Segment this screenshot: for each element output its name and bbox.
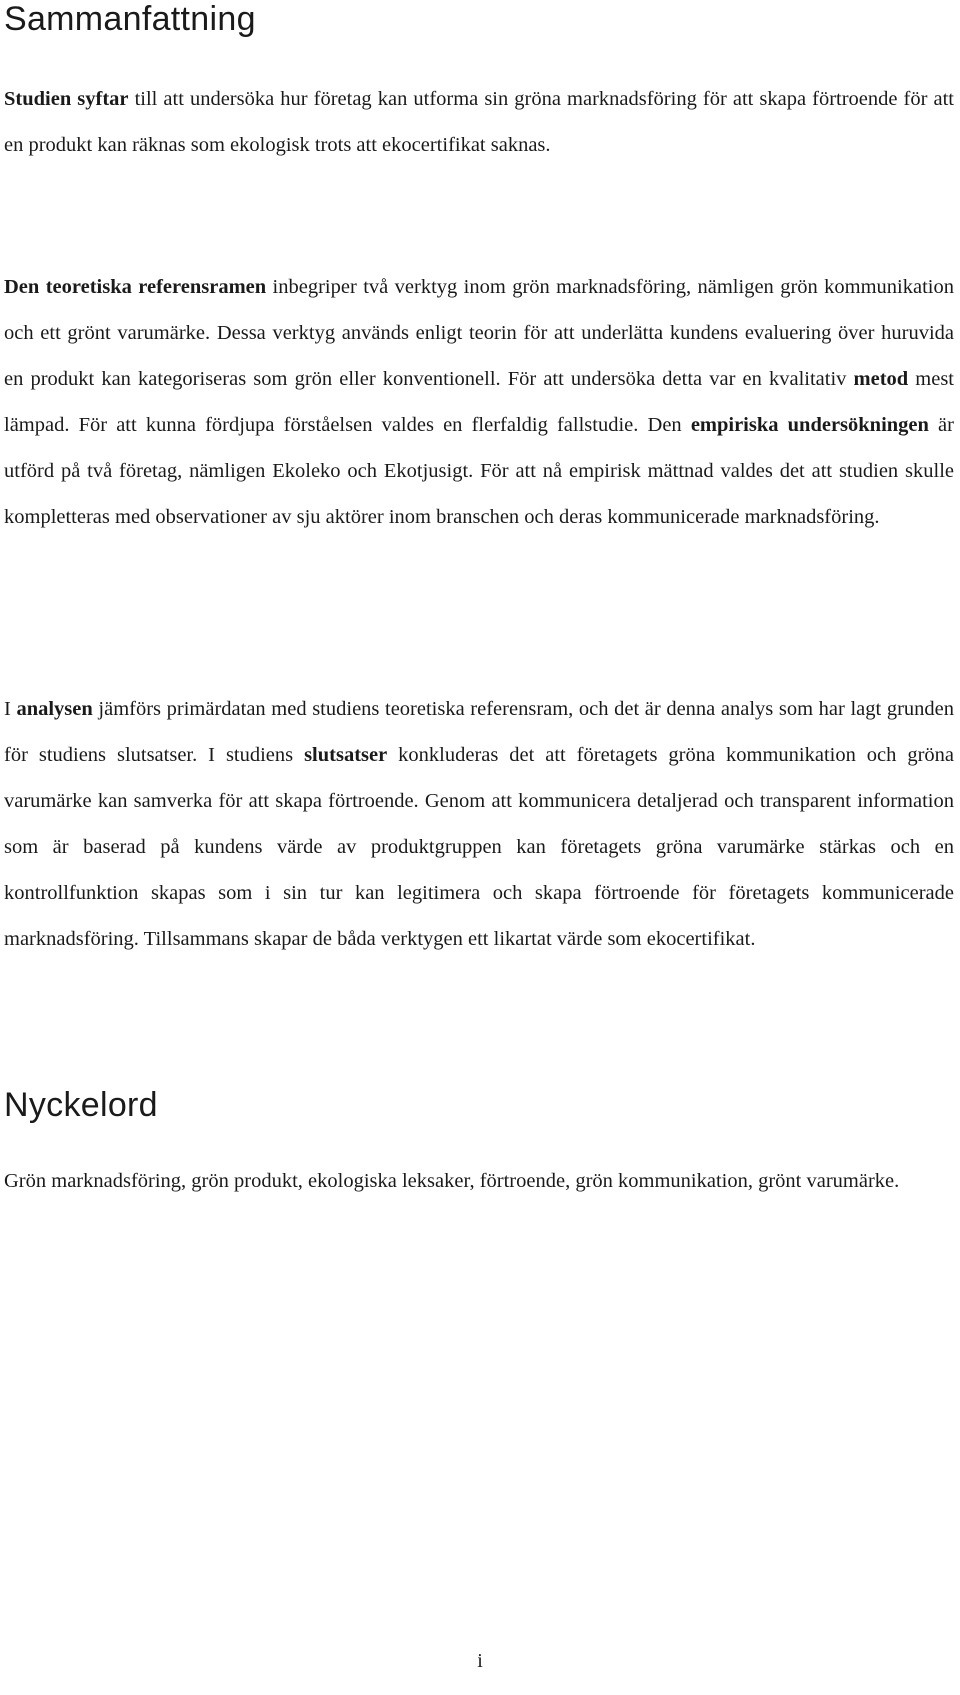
paragraph-text: mest lämpad. För att kunna fördjupa förståelsen valdes en flerfaldig fallstudie. Den — [4, 368, 954, 436]
bold-term: metod — [853, 368, 909, 390]
bold-term: empiriska undersökningen — [690, 414, 929, 436]
keywords-text: Grön marknadsföring, grön produkt, ekologiska leksaker, förtroende, grön kommunikation, grönt varumärke. — [4, 1170, 900, 1192]
summary-paragraph-purpose — [4, 76, 954, 168]
paragraph-text: I — [4, 698, 17, 720]
summary-heading: Sammanfattning — [4, 0, 256, 38]
paragraph-text: inbegriper två verktyg inom grön marknadsföring, nämligen grön kommunikation och ett grönt varumärke. Dessa verktyg används enligt teorin för att underlätta kundens evaluering över huruvida en produkt kan kategoriseras som grön eller konventionell. För att undersöka detta var en kvalitativ — [4, 276, 954, 390]
paragraph-text: är utförd på två företag, nämligen Ekoleko och Ekotjusigt. För att nå empirisk mättnad valdes det att studien skulle kompletteras med observationer av sju aktörer inom branschen och deras kommunicerade marknadsföring. — [4, 414, 954, 528]
bold-term: Studien syftar — [4, 88, 129, 110]
bold-term: analysen — [16, 698, 93, 720]
page-number: i — [477, 1650, 483, 1672]
paragraph-text: konkluderas det att företagets gröna kommunikation och gröna varumärke kan samverka för att skapa förtroende. Genom att kommunicera detaljerad och transparent information som är baserad på kundens värde av produktgruppen kan företagets gröna varumärke stärkas och en kontrollfunktion skapas som i sin tur kan legitimera och skapa förtroende för företagets kommunicerade marknadsföring. Tillsammans skapar de båda verktygen ett likartat värde som ekocertifikat. — [4, 744, 954, 950]
keywords-heading: Nyckelord — [4, 1086, 158, 1124]
summary-paragraph-analysis-conclusions — [4, 686, 954, 962]
paragraph-text: till att undersöka hur företag kan utforma sin gröna marknadsföring för att skapa förtroende för att en produkt kan räknas som ekologisk trots att ekocertifikat saknas. — [4, 88, 954, 156]
bold-term: Den teoretiska referensramen — [4, 276, 267, 298]
bold-term: slutsatser — [304, 744, 388, 766]
paragraph-text: jämförs primärdatan med studiens teoretiska referensram, och det är denna analys som har lagt grunden för studiens slutsatser. I studiens — [4, 698, 954, 766]
summary-paragraph-theory-method — [4, 264, 954, 540]
